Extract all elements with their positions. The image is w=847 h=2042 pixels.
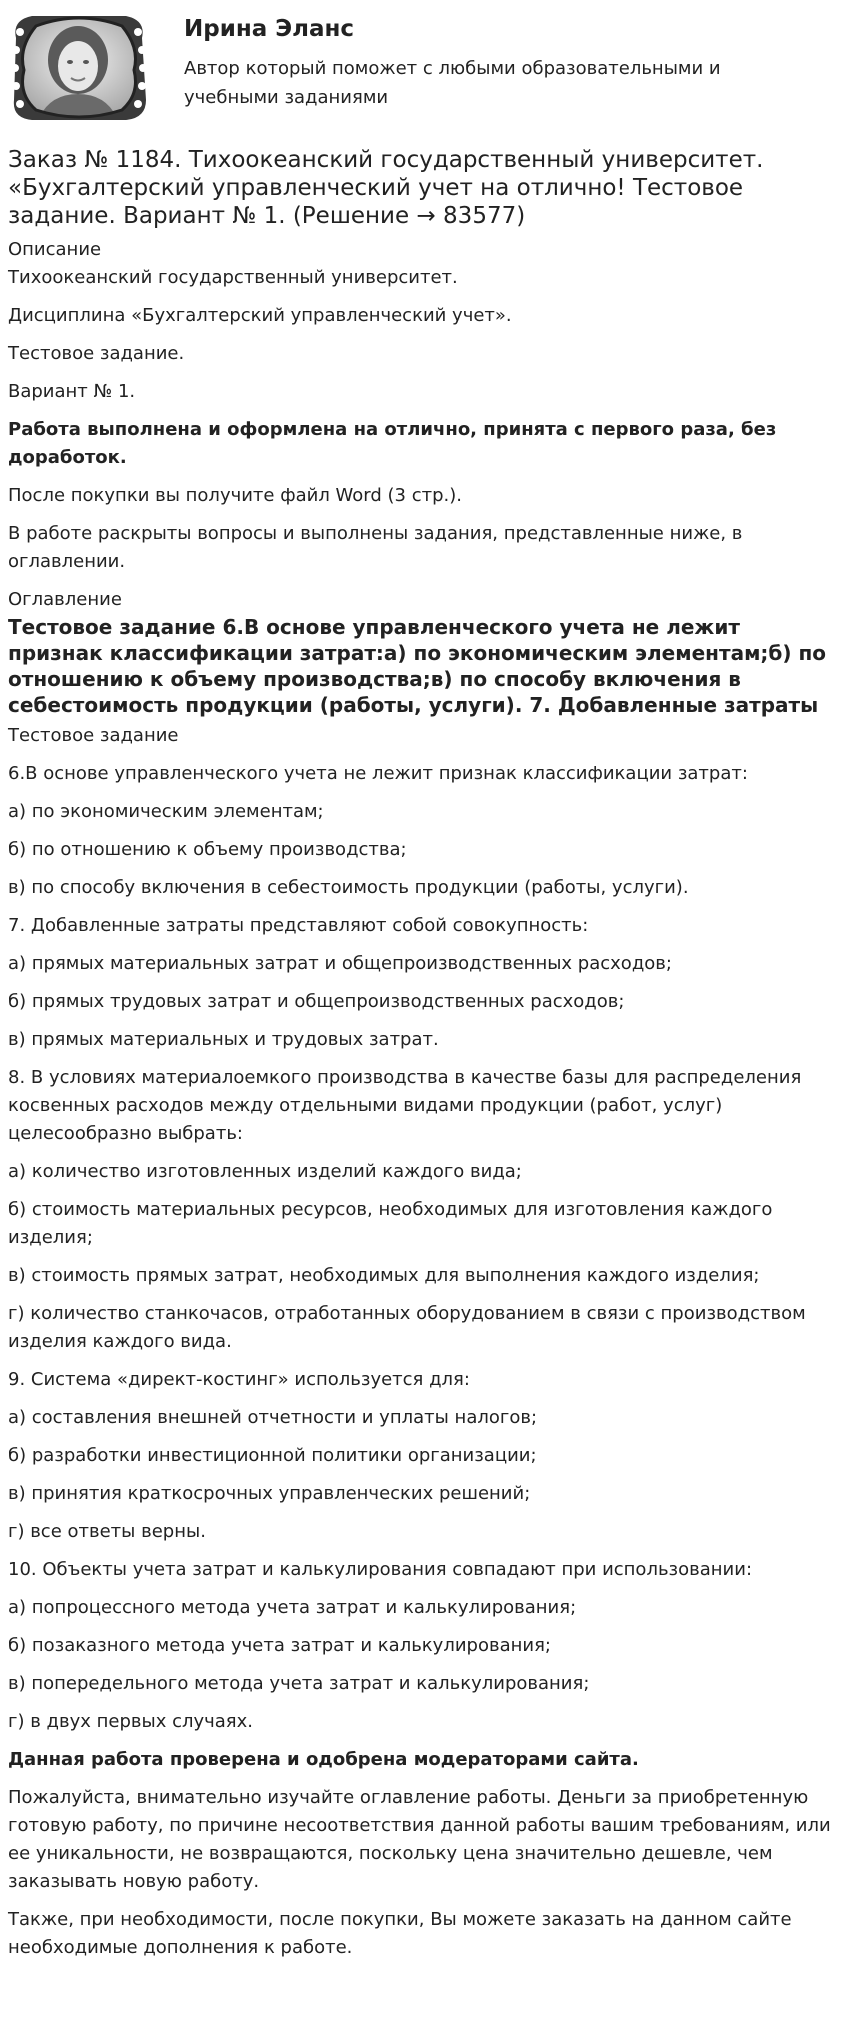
description-paragraph: После покупки вы получите файл Word (3 стр.). [8, 485, 463, 506]
toc-paragraph: 9. Система «директ-костинг» используется для: [8, 1369, 470, 1390]
toc-paragraph: б) стоимость материальных ресурсов, необходимых для изготовления каждого изделия; [8, 1199, 773, 1248]
description-paragraph: Дисциплина «Бухгалтерский управленческий учет». [8, 305, 512, 326]
work-content [8, 146, 838, 1972]
toc-paragraph: б) разработки инвестиционной политики организации; [8, 1445, 537, 1466]
order-title: Заказ № 1184. Тихоокеанский государственный университет. «Бухгалтерский управленческий учет на отлично! Тестовое задание. Вариант № 1. (Решение → 83577) [8, 147, 764, 229]
toc-paragraph: в) по способу включения в себестоимость продукции (работы, услуги). [8, 877, 689, 898]
description-paragraph: В работе раскрыты вопросы и выполнены задания, представленные ниже, в оглавлении. [8, 523, 743, 572]
addons-notice: Также, при необходимости, после покупки, Вы можете заказать на данном сайте необходимые дополнения к работе. [8, 1909, 792, 1958]
toc-paragraph: в) прямых материальных и трудовых затрат. [8, 1029, 439, 1050]
toc-paragraph: в) стоимость прямых затрат, необходимых для выполнения каждого изделия; [8, 1265, 760, 1286]
toc-paragraph: б) по отношению к объему производства; [8, 839, 407, 860]
author-card [6, 8, 836, 128]
toc-paragraph: 7. Добавленные затраты представляют собой совокупность: [8, 915, 589, 936]
toc-paragraph: а) по экономическим элементам; [8, 801, 324, 822]
description-label: Описание [8, 239, 102, 260]
toc-paragraph: г) все ответы верны. [8, 1521, 206, 1542]
author-description: Автор который поможет с любыми образовательными и учебными заданиями [184, 58, 721, 108]
description-paragraph: Тихоокеанский государственный университет. [8, 267, 458, 288]
toc-paragraph: б) прямых трудовых затрат и общепроизводственных расходов; [8, 991, 625, 1012]
toc-paragraph: а) прямых материальных затрат и общепроизводственных расходов; [8, 953, 672, 974]
toc-paragraph: 10. Объекты учета затрат и калькулирования совпадают при использовании: [8, 1559, 753, 1580]
toc-label: Оглавление [8, 589, 122, 610]
toc-paragraph: в) попередельного метода учета затрат и калькулирования; [8, 1673, 590, 1694]
toc-paragraph: Тестовое задание [8, 725, 179, 746]
description-paragraph: Тестовое задание. [8, 343, 185, 364]
toc-paragraph: в) принятия краткосрочных управленческих решений; [8, 1483, 531, 1504]
moderation-note: Данная работа проверена и одобрена модераторами сайта. [8, 1749, 639, 1770]
toc-paragraph: г) в двух первых случаях. [8, 1711, 253, 1732]
toc-paragraph: а) попроцессного метода учета затрат и калькулирования; [8, 1597, 577, 1618]
toc-paragraph: б) позаказного метода учета затрат и калькулирования; [8, 1635, 551, 1656]
toc-heading: Тестовое задание 6.В основе управленческого учета не лежит признак классификации затрат:а) по экономическим элементам;б) по отношению к объему производства;в) по способу включения в себестоимость продукции (работы, услуги). 7. Добавленные затраты [8, 615, 827, 717]
toc-paragraph: г) количество станкочасов, отработанных оборудованием в связи с производством изделия каждого вида. [8, 1303, 806, 1352]
toc-paragraph: 6.В основе управленческого учета не лежит признак классификации затрат: [8, 763, 748, 784]
quality-note: Работа выполнена и оформлена на отлично, принята с первого раза, без доработок. [8, 419, 777, 468]
refund-notice: Пожалуйста, внимательно изучайте оглавление работы. Деньги за приобретенную готовую работу, по причине несоответствия данной работы вашим требованиям, или ее уникальности, не возвращаются, поскольку цена значительно дешевле, чем заказывать новую работу. [8, 1787, 831, 1892]
author-avatar [6, 8, 152, 126]
toc-paragraph: а) количество изготовленных изделий каждого вида; [8, 1161, 522, 1182]
description-paragraph: Вариант № 1. [8, 381, 136, 402]
toc-paragraph: 8. В условиях материалоемкого производства в качестве базы для распределения косвенных расходов между отдельными видами продукции (работ, услуг) целесообразно выбрать: [8, 1067, 802, 1144]
toc-paragraph: а) составления внешней отчетности и уплаты налогов; [8, 1407, 538, 1428]
author-name[interactable]: Ирина Эланс [184, 16, 355, 42]
